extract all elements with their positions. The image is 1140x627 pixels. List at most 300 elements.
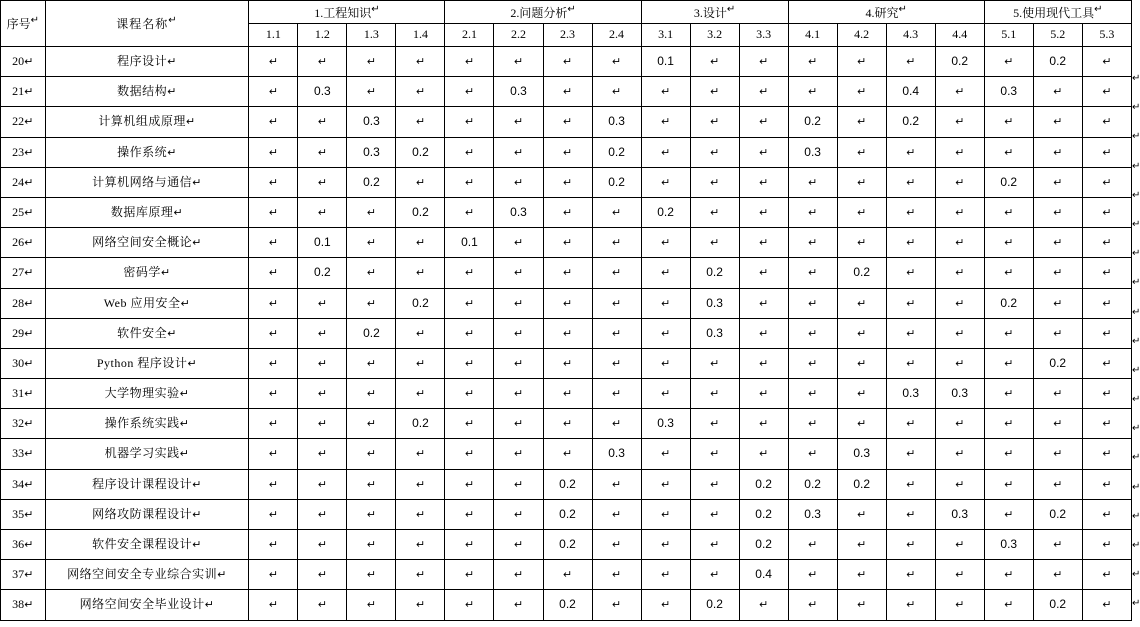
weight-cell-empty bbox=[935, 288, 984, 318]
weight-cell-empty bbox=[494, 107, 543, 137]
weight-cell-empty bbox=[249, 469, 298, 499]
weight-cell-empty bbox=[494, 530, 543, 560]
paragraph-mark-icon: ↵ bbox=[464, 205, 475, 219]
paragraph-mark-icon: ↵ bbox=[759, 236, 769, 250]
row-index-value: 26 bbox=[12, 235, 25, 250]
weight-cell-empty bbox=[494, 499, 543, 529]
table-row bbox=[1, 47, 1132, 77]
course-name-cell bbox=[45, 379, 249, 409]
indicator-header: 4.4 bbox=[935, 24, 984, 47]
paragraph-mark-icon: ↵ bbox=[464, 507, 475, 521]
paragraph-mark-icon: ↵ bbox=[709, 205, 720, 219]
paragraph-mark-icon: ↵ bbox=[611, 387, 622, 401]
weight-value: 0.3 bbox=[804, 144, 821, 159]
weight-cell-empty bbox=[592, 318, 641, 348]
paragraph-mark-icon: ↵ bbox=[808, 447, 818, 461]
paragraph-mark-icon: ↵ bbox=[1102, 55, 1112, 68]
paragraph-mark-icon: ↵ bbox=[317, 507, 327, 521]
paragraph-mark-icon: ↵ bbox=[317, 538, 327, 551]
weight-cell-empty bbox=[445, 590, 494, 620]
row-index-value: 37 bbox=[12, 567, 25, 582]
paragraph-mark-icon: ↵ bbox=[1004, 387, 1014, 401]
paragraph-mark-icon: ↵ bbox=[857, 326, 867, 340]
weight-cell-empty bbox=[935, 167, 984, 197]
weight-value: 0.2 bbox=[412, 204, 429, 219]
paragraph-mark-icon: ↵ bbox=[464, 145, 475, 159]
paragraph-mark-icon: ↵ bbox=[660, 356, 671, 370]
paragraph-mark-icon: ↵ bbox=[513, 55, 524, 68]
weight-value: 0.1 bbox=[657, 54, 674, 68]
paragraph-mark-icon: ↵ bbox=[709, 175, 720, 189]
course-name-cell bbox=[45, 258, 249, 288]
paragraph-mark-icon: ↵ bbox=[1004, 477, 1014, 491]
weight-cell-empty bbox=[298, 379, 347, 409]
row-index-cell bbox=[1, 167, 46, 197]
paragraph-mark-icon: ↵ bbox=[808, 85, 818, 99]
paragraph-mark-icon: ↵ bbox=[906, 477, 916, 491]
paragraph-mark-icon: ↵ bbox=[857, 85, 867, 99]
paragraph-mark-icon: ↵ bbox=[366, 417, 377, 431]
paragraph-mark-icon: ↵ bbox=[464, 175, 475, 189]
paragraph-mark-icon: ↵ bbox=[415, 85, 426, 99]
weight-cell-empty bbox=[788, 560, 837, 590]
weight-cell-filled bbox=[592, 137, 641, 167]
weight-cell-empty bbox=[494, 348, 543, 378]
paragraph-mark-icon: ↵ bbox=[185, 115, 196, 129]
weight-cell-empty bbox=[249, 107, 298, 137]
weight-cell-empty bbox=[886, 167, 935, 197]
weight-cell-empty bbox=[739, 379, 788, 409]
weight-cell-empty bbox=[347, 439, 396, 469]
group-header-1 bbox=[249, 1, 445, 24]
table-row bbox=[1, 379, 1132, 409]
weight-cell-empty bbox=[396, 318, 445, 348]
weight-value: 0.3 bbox=[510, 204, 527, 219]
row-index-cell bbox=[1, 77, 46, 107]
paragraph-mark-icon: ↵ bbox=[167, 85, 177, 99]
course-name-value: 大学物理实验 bbox=[104, 386, 180, 401]
paragraph-mark-icon: ↵ bbox=[1102, 326, 1112, 340]
table-row bbox=[1, 258, 1132, 288]
paragraph-mark-icon: ↵ bbox=[562, 387, 573, 401]
weight-cell-empty bbox=[641, 379, 690, 409]
paragraph-mark-icon: ↵ bbox=[660, 85, 671, 99]
paragraph-mark-icon: ↵ bbox=[268, 85, 278, 99]
weight-cell-empty bbox=[641, 107, 690, 137]
header-row-groups bbox=[1, 1, 1132, 24]
weight-cell-empty bbox=[1033, 107, 1082, 137]
weight-cell-empty bbox=[935, 439, 984, 469]
paragraph-mark-icon: ↵ bbox=[857, 568, 867, 582]
paragraph-mark-icon: ↵ bbox=[955, 175, 965, 189]
weight-cell-empty bbox=[788, 167, 837, 197]
weight-cell-empty bbox=[837, 499, 886, 529]
row-index-value: 24 bbox=[12, 174, 25, 189]
paragraph-mark-icon: ↵ bbox=[24, 447, 34, 461]
weight-cell-empty bbox=[249, 560, 298, 590]
weight-cell-empty bbox=[249, 197, 298, 227]
course-name-value: 网络空间安全毕业设计 bbox=[79, 597, 205, 612]
weight-cell-filled bbox=[984, 530, 1033, 560]
paragraph-mark-icon: ↵ bbox=[562, 175, 573, 189]
weight-cell-filled bbox=[837, 469, 886, 499]
weight-cell-empty bbox=[935, 77, 984, 107]
weight-cell-empty bbox=[347, 77, 396, 107]
indicator-header: 5.1 bbox=[984, 24, 1033, 47]
weight-cell-empty bbox=[543, 77, 592, 107]
paragraph-mark-icon: ↵ bbox=[1102, 356, 1112, 370]
weight-cell-empty bbox=[641, 348, 690, 378]
weight-value: 0.2 bbox=[1049, 597, 1067, 612]
weight-cell-empty bbox=[739, 167, 788, 197]
weight-cell-filled bbox=[935, 47, 984, 77]
paragraph-mark-icon: ↵ bbox=[366, 55, 377, 68]
weight-value: 0.2 bbox=[755, 537, 772, 551]
table-row bbox=[1, 469, 1132, 499]
paragraph-mark-icon: ↵ bbox=[562, 55, 573, 68]
course-name-value: 计算机网络与通信 bbox=[92, 174, 193, 189]
weight-cell-empty bbox=[788, 228, 837, 258]
weight-value: 0.3 bbox=[608, 114, 625, 129]
weight-cell-empty bbox=[739, 590, 788, 620]
paragraph-mark-icon: ↵ bbox=[562, 356, 573, 370]
paragraph-mark-icon: ↵ bbox=[906, 145, 916, 159]
paragraph-mark-icon: ↵ bbox=[415, 175, 426, 189]
weight-value: 0.2 bbox=[559, 537, 576, 551]
weight-cell-empty bbox=[788, 348, 837, 378]
weight-cell-empty bbox=[543, 47, 592, 77]
paragraph-mark-icon: ↵ bbox=[955, 598, 965, 612]
paragraph-mark-icon: ↵ bbox=[562, 236, 573, 250]
paragraph-mark-icon: ↵ bbox=[906, 356, 916, 370]
indicator-header: 1.4 bbox=[396, 24, 445, 47]
paragraph-mark-icon: ↵ bbox=[955, 538, 965, 551]
paragraph-mark-icon: ↵ bbox=[366, 356, 377, 370]
paragraph-mark-icon: ↵ bbox=[808, 387, 818, 401]
weight-value: 0.3 bbox=[951, 506, 969, 521]
weight-cell-empty bbox=[1033, 560, 1082, 590]
weight-cell-empty bbox=[1033, 409, 1082, 439]
row-index-cell bbox=[1, 590, 46, 620]
weight-cell-filled bbox=[886, 379, 935, 409]
paragraph-mark-icon: ↵ bbox=[513, 447, 524, 461]
weight-cell-empty bbox=[837, 167, 886, 197]
weight-cell-empty bbox=[396, 107, 445, 137]
paragraph-mark-icon: ↵ bbox=[415, 55, 426, 68]
indicator-header: 1.2 bbox=[298, 24, 347, 47]
weight-cell-empty bbox=[1033, 228, 1082, 258]
paragraph-mark-icon: ↵ bbox=[562, 447, 573, 461]
weight-cell-empty bbox=[1033, 439, 1082, 469]
course-name-cell bbox=[45, 288, 249, 318]
weight-cell-filled bbox=[690, 590, 739, 620]
paragraph-mark-icon: ↵ bbox=[955, 326, 965, 340]
weight-cell-empty bbox=[984, 228, 1033, 258]
weight-cell-empty bbox=[690, 167, 739, 197]
weight-cell-empty bbox=[886, 560, 935, 590]
weight-value: 0.3 bbox=[804, 506, 821, 521]
paragraph-mark-icon: ↵ bbox=[660, 296, 671, 310]
paragraph-mark-icon: ↵ bbox=[562, 417, 573, 431]
paragraph-mark-icon: ↵ bbox=[317, 205, 327, 219]
weight-cell-empty bbox=[690, 439, 739, 469]
weight-cell-empty bbox=[641, 228, 690, 258]
paragraph-mark-icon: ↵ bbox=[1102, 236, 1112, 250]
weight-value: 0.1 bbox=[461, 235, 478, 250]
paragraph-mark-icon: ↵ bbox=[759, 296, 769, 310]
weight-cell-empty bbox=[396, 469, 445, 499]
paragraph-mark-icon: ↵ bbox=[759, 205, 769, 219]
paragraph-mark-icon: ↵ bbox=[955, 85, 965, 99]
paragraph-mark-icon: ↵ bbox=[1053, 145, 1063, 159]
weight-cell-empty bbox=[788, 288, 837, 318]
paragraph-mark-icon: ↵ bbox=[857, 356, 867, 370]
paragraph-mark-icon: ↵ bbox=[906, 568, 916, 582]
paragraph-mark-icon: ↵ bbox=[955, 266, 965, 280]
paragraph-mark-icon: ↵ bbox=[1053, 85, 1063, 99]
paragraph-mark-icon: ↵ bbox=[1004, 55, 1014, 68]
weight-cell-empty bbox=[592, 530, 641, 560]
paragraph-mark-icon: ↵ bbox=[268, 356, 278, 370]
paragraph-mark-icon: ↵ bbox=[808, 568, 818, 582]
row-index-value: 21 bbox=[12, 84, 25, 99]
indicator-header: 1.1 bbox=[249, 24, 298, 47]
weight-cell-empty bbox=[543, 318, 592, 348]
weight-cell-empty bbox=[837, 47, 886, 77]
weight-value: 0.2 bbox=[706, 265, 723, 280]
weight-cell-empty bbox=[249, 318, 298, 348]
indicator-header: 3.2 bbox=[690, 24, 739, 47]
group-label: 5.使用现代工具 bbox=[1013, 5, 1095, 20]
paragraph-mark-icon: ↵ bbox=[857, 145, 867, 159]
paragraph-mark-icon: ↵ bbox=[611, 326, 622, 340]
paragraph-mark-icon: ↵ bbox=[1004, 236, 1014, 250]
weight-value: 0.2 bbox=[951, 54, 969, 68]
weight-cell-empty bbox=[298, 107, 347, 137]
weight-cell-empty bbox=[984, 197, 1033, 227]
paragraph-mark-icon: ↵ bbox=[268, 55, 278, 68]
weight-cell-empty bbox=[837, 228, 886, 258]
paragraph-mark-icon: ↵ bbox=[167, 326, 177, 340]
weight-cell-empty bbox=[690, 469, 739, 499]
row-index-cell bbox=[1, 228, 46, 258]
paragraph-mark-icon: ↵ bbox=[1132, 277, 1140, 289]
weight-cell-empty bbox=[641, 318, 690, 348]
weight-cell-empty bbox=[1082, 107, 1131, 137]
weight-value: 0.3 bbox=[608, 446, 625, 461]
weight-cell-empty bbox=[690, 560, 739, 590]
paragraph-mark-icon: ↵ bbox=[179, 447, 190, 461]
paragraph-mark-icon: ↵ bbox=[513, 356, 524, 370]
paragraph-mark-icon: ↵ bbox=[857, 205, 867, 219]
weight-cell-filled bbox=[690, 288, 739, 318]
weight-cell-empty bbox=[396, 47, 445, 77]
weight-cell-empty bbox=[837, 77, 886, 107]
paragraph-mark-icon: ↵ bbox=[660, 326, 671, 340]
weight-value: 0.2 bbox=[412, 144, 429, 159]
table-body bbox=[1, 47, 1132, 621]
paragraph-mark-icon: ↵ bbox=[513, 145, 524, 159]
paragraph-mark-icon: ↵ bbox=[513, 115, 524, 129]
indicator-header: 5.3 bbox=[1082, 24, 1131, 47]
paragraph-mark-icon: ↵ bbox=[268, 598, 278, 612]
weight-value: 0.3 bbox=[1000, 84, 1018, 99]
paragraph-mark-icon: ↵ bbox=[562, 266, 573, 280]
paragraph-mark-icon: ↵ bbox=[268, 236, 278, 250]
paragraph-mark-icon: ↵ bbox=[1102, 538, 1112, 551]
paragraph-mark-icon: ↵ bbox=[1004, 598, 1014, 612]
paragraph-mark-icon: ↵ bbox=[1102, 85, 1112, 99]
paragraph-mark-icon: ↵ bbox=[1053, 326, 1063, 340]
weight-cell-empty bbox=[494, 318, 543, 348]
paragraph-mark-icon: ↵ bbox=[567, 3, 576, 15]
weight-cell-empty bbox=[298, 590, 347, 620]
paragraph-mark-icon: ↵ bbox=[857, 55, 867, 68]
paragraph-mark-icon: ↵ bbox=[268, 296, 278, 310]
weight-value: 0.2 bbox=[657, 204, 674, 219]
paragraph-mark-icon: ↵ bbox=[317, 356, 327, 370]
weight-cell-empty bbox=[249, 409, 298, 439]
weight-cell-empty bbox=[445, 530, 494, 560]
weight-value: 0.2 bbox=[706, 597, 723, 612]
paragraph-mark-icon: ↵ bbox=[857, 507, 867, 521]
weight-cell-empty bbox=[641, 77, 690, 107]
paragraph-mark-icon: ↵ bbox=[1053, 236, 1063, 250]
paragraph-mark-icon: ↵ bbox=[709, 145, 720, 159]
weight-cell-filled bbox=[1033, 499, 1082, 529]
weight-cell-empty bbox=[886, 469, 935, 499]
weight-cell-empty bbox=[298, 137, 347, 167]
indicator-header: 1.3 bbox=[347, 24, 396, 47]
weight-cell-empty bbox=[494, 379, 543, 409]
weight-cell-filled bbox=[347, 167, 396, 197]
weight-cell-empty bbox=[837, 409, 886, 439]
course-name-cell bbox=[45, 560, 249, 590]
weight-cell-empty bbox=[592, 258, 641, 288]
weight-cell-empty bbox=[249, 228, 298, 258]
course-name-value: 计算机组成原理 bbox=[98, 114, 186, 129]
paragraph-mark-icon: ↵ bbox=[906, 266, 916, 280]
table-row bbox=[1, 228, 1132, 258]
paragraph-mark-icon: ↵ bbox=[268, 175, 278, 189]
paragraph-mark-icon: ↵ bbox=[1102, 507, 1112, 521]
weight-cell-filled bbox=[543, 499, 592, 529]
weight-cell-empty bbox=[543, 258, 592, 288]
row-index-cell bbox=[1, 47, 46, 77]
paragraph-mark-icon: ↵ bbox=[857, 538, 867, 551]
weight-cell-filled bbox=[347, 137, 396, 167]
row-index-cell bbox=[1, 409, 46, 439]
row-index-cell bbox=[1, 318, 46, 348]
weight-cell-empty bbox=[396, 167, 445, 197]
weight-value: 0.2 bbox=[804, 476, 821, 491]
paragraph-mark-icon: ↵ bbox=[30, 15, 39, 27]
course-name-value: 机器学习实践 bbox=[104, 446, 180, 461]
weight-cell-empty bbox=[445, 107, 494, 137]
paragraph-mark-icon: ↵ bbox=[611, 598, 622, 612]
weight-cell-empty bbox=[837, 197, 886, 227]
weight-cell-empty bbox=[494, 409, 543, 439]
paragraph-mark-icon: ↵ bbox=[1132, 218, 1140, 230]
row-index-cell bbox=[1, 499, 46, 529]
course-name-cell bbox=[45, 167, 249, 197]
weight-cell-empty bbox=[984, 379, 1033, 409]
paragraph-mark-icon: ↵ bbox=[317, 477, 327, 491]
weight-value: 0.2 bbox=[1049, 54, 1067, 68]
weight-cell-empty bbox=[298, 348, 347, 378]
weight-cell-empty bbox=[445, 348, 494, 378]
weight-cell-empty bbox=[788, 77, 837, 107]
weight-cell-empty bbox=[641, 288, 690, 318]
weight-cell-empty bbox=[347, 379, 396, 409]
paragraph-mark-icon: ↵ bbox=[808, 326, 818, 340]
weight-cell-empty bbox=[347, 197, 396, 227]
weight-value: 0.3 bbox=[314, 84, 331, 99]
weight-cell-empty bbox=[1082, 590, 1131, 620]
paragraph-mark-icon: ↵ bbox=[709, 115, 720, 129]
paragraph-mark-icon: ↵ bbox=[709, 85, 720, 99]
weight-cell-empty bbox=[1082, 167, 1131, 197]
weight-value: 0.4 bbox=[755, 567, 772, 582]
weight-value: 0.2 bbox=[755, 506, 772, 521]
row-index-cell bbox=[1, 379, 46, 409]
paragraph-mark-icon: ↵ bbox=[906, 598, 916, 612]
paragraph-mark-icon: ↵ bbox=[268, 477, 278, 491]
row-index-cell bbox=[1, 469, 46, 499]
paragraph-marks-column bbox=[1132, 64, 1140, 619]
paragraph-mark-icon: ↵ bbox=[660, 538, 671, 551]
indicator-header: 2.2 bbox=[494, 24, 543, 47]
weight-cell-empty bbox=[641, 167, 690, 197]
paragraph-mark-icon: ↵ bbox=[1102, 387, 1112, 401]
paragraph-mark-icon: ↵ bbox=[1132, 569, 1140, 581]
paragraph-mark-icon: ↵ bbox=[1132, 423, 1140, 435]
weight-cell-empty bbox=[1033, 197, 1082, 227]
group-header-3 bbox=[641, 1, 788, 24]
weight-cell-filled bbox=[298, 228, 347, 258]
header-index-label: 序号 bbox=[6, 17, 31, 32]
paragraph-mark-icon: ↵ bbox=[1132, 160, 1140, 172]
paragraph-mark-icon: ↵ bbox=[415, 447, 426, 461]
paragraph-mark-icon: ↵ bbox=[179, 417, 190, 431]
row-index-cell bbox=[1, 258, 46, 288]
row-index-value: 31 bbox=[12, 386, 25, 401]
weight-cell-empty bbox=[1033, 288, 1082, 318]
weight-value: 0.2 bbox=[363, 325, 380, 340]
weight-cell-empty bbox=[445, 379, 494, 409]
paragraph-mark-icon: ↵ bbox=[1102, 115, 1112, 129]
weight-cell-empty bbox=[543, 107, 592, 137]
paragraph-mark-icon: ↵ bbox=[513, 598, 524, 612]
weight-cell-empty bbox=[592, 348, 641, 378]
weight-cell-empty bbox=[445, 560, 494, 590]
paragraph-mark-icon: ↵ bbox=[1053, 447, 1063, 461]
paragraph-mark-icon: ↵ bbox=[204, 598, 215, 612]
weight-cell-empty bbox=[935, 137, 984, 167]
weight-cell-empty bbox=[984, 47, 1033, 77]
paragraph-mark-icon: ↵ bbox=[759, 266, 769, 280]
table-row bbox=[1, 409, 1132, 439]
weight-cell-empty bbox=[1033, 258, 1082, 288]
weight-cell-empty bbox=[494, 258, 543, 288]
weight-value: 0.3 bbox=[363, 144, 380, 159]
paragraph-mark-icon: ↵ bbox=[562, 296, 573, 310]
weight-cell-empty bbox=[445, 439, 494, 469]
paragraph-mark-icon: ↵ bbox=[192, 477, 202, 491]
paragraph-mark-icon: ↵ bbox=[268, 145, 278, 159]
weight-cell-empty bbox=[494, 228, 543, 258]
paragraph-mark-icon: ↵ bbox=[1102, 447, 1112, 461]
